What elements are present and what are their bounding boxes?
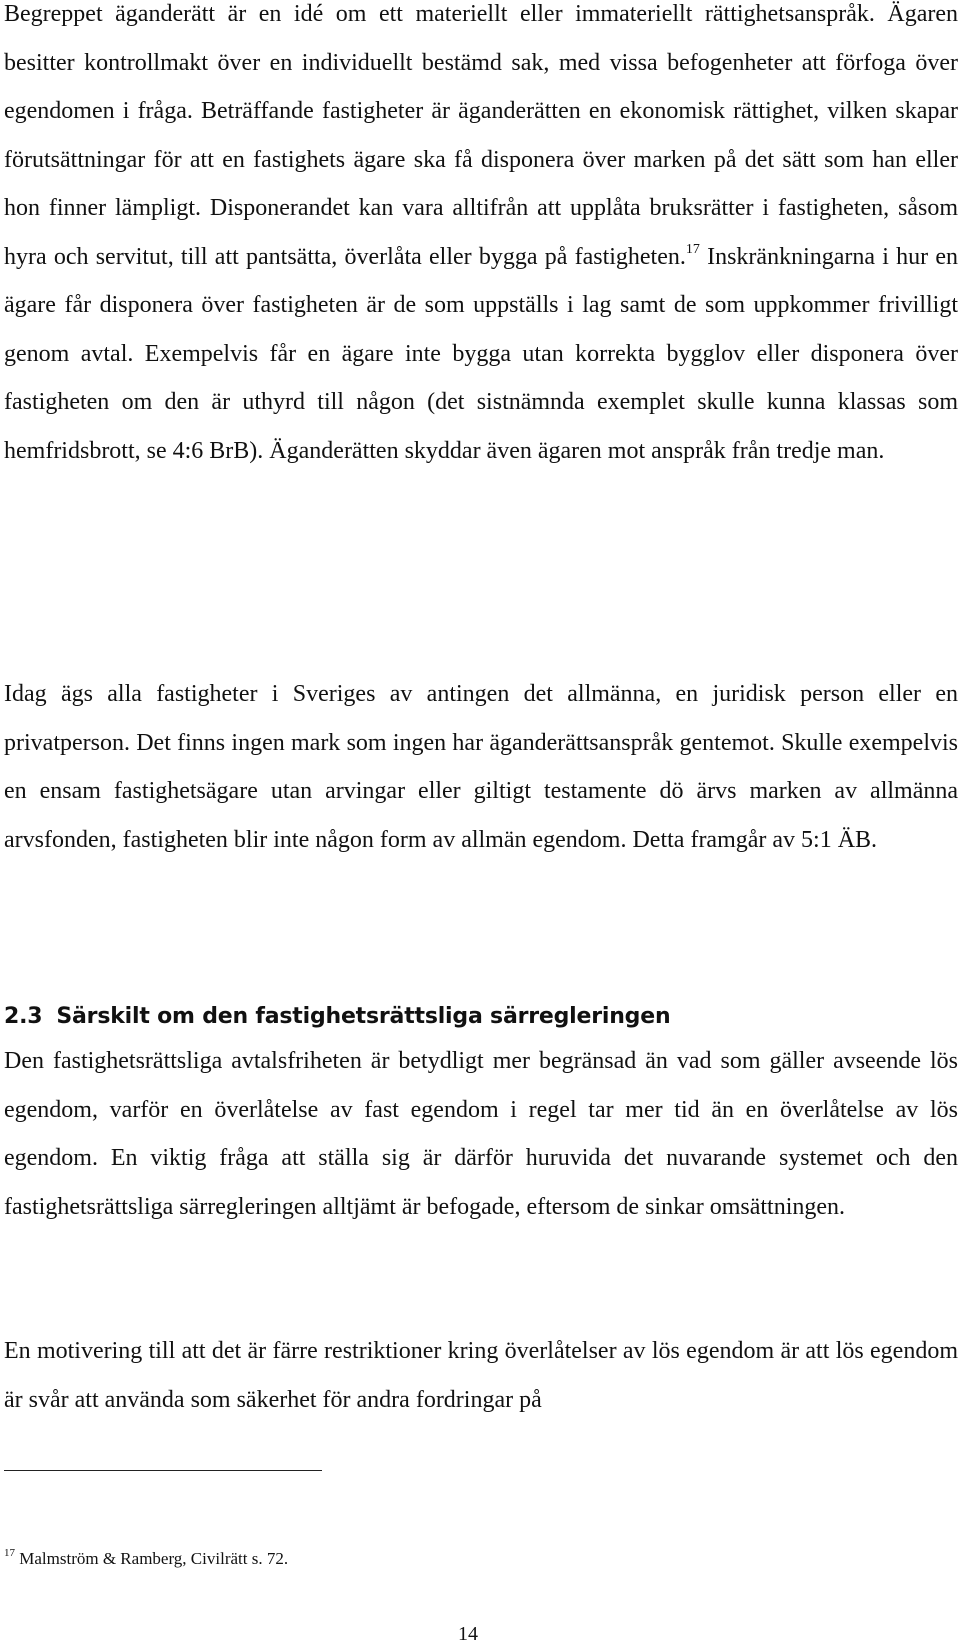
paragraph-text: En motivering till att det är färre restriktioner kring överlåtelser av lös egendom är att lös egendom är svår att använda som säkerhet för andra fordringar på: [4, 1338, 958, 1413]
section-title: Särskilt om den fastighetsrättsliga särregleringen: [56, 1004, 671, 1029]
page-number: 14: [458, 1623, 478, 1645]
footnote-text: Malmström & Ramberg, Civilrätt s. 72.: [15, 1549, 289, 1568]
paragraph-contract-freedom: [4, 1037, 958, 1231]
footnote-separator: [4, 1470, 322, 1471]
footnote-number: 17: [4, 1547, 15, 1560]
paragraph-property-ownership: [4, 670, 958, 864]
paragraph-text: Inskränkningarna i hur en ägare får disponera över fastigheten är de som uppställs i lag samt de som uppkommer frivilligt genom avtal. Exempelvis får en ägare inte bygga utan korrekta bygglov eller disponera över fastigheten om den är uthyrd till någon (det sistnämnda exemplet skulle kunna klassas som hemfridsbrott, se 4:6 BrB). Äganderätten skyddar även ägaren mot anspråk från tredje man.: [4, 243, 958, 464]
section-number: 2.3: [4, 1004, 43, 1029]
paragraph-text: Begreppet äganderätt är en idé om ett materiellt eller immateriellt rättighetsanspråk. Ägaren besitter kontrollmakt över en individuellt bestämd sak, med vissa befogenheter att förfoga över egendomen i fråga. Beträffande fastigheter är äganderätten en ekonomisk rättighet, vilken skapar förutsättningar för att en fastighets ägare ska få disponera över marken på det sätt som han eller hon finner lämpligt. Disponerandet kan vara alltifrån att upplåta bruksrätter i fastigheten, såsom hyra och servitut, till att pantsätta, överlåta eller bygga på fastigheten.: [4, 1, 958, 270]
paragraph-motivation: [4, 1327, 958, 1424]
paragraph-ownership-concept: [4, 0, 958, 475]
paragraph-text: Den fastighetsrättsliga avtalsfriheten är betydligt mer begränsad än vad som gäller avseende lös egendom, varför en överlåtelse av fast egendom i regel tar mer tid än en överlåtelse av lös egendom. En viktig fråga att ställa sig är därför huruvida det nuvarande systemet och den fastighetsrättsliga särregleringen alltjämt är befogade, eftersom de sinkar omsättningen.: [4, 1048, 958, 1220]
paragraph-text: Idag ägs alla fastigheter i Sveriges av antingen det allmänna, en juridisk person eller en privatperson. Det finns ingen mark som ingen har äganderättsanspråk gentemot. Skulle exempelvis en ensam fastighetsägare utan arvingar eller giltigt testamente dö ärvs marken av allmänna arvsfonden, fastigheten blir inte någon form av allmän egendom. Detta framgår av 5:1 ÄB.: [4, 681, 958, 853]
section-heading: [4, 1002, 670, 1032]
footnote: [4, 1548, 288, 1570]
footnote-reference[interactable]: 17: [685, 241, 700, 257]
